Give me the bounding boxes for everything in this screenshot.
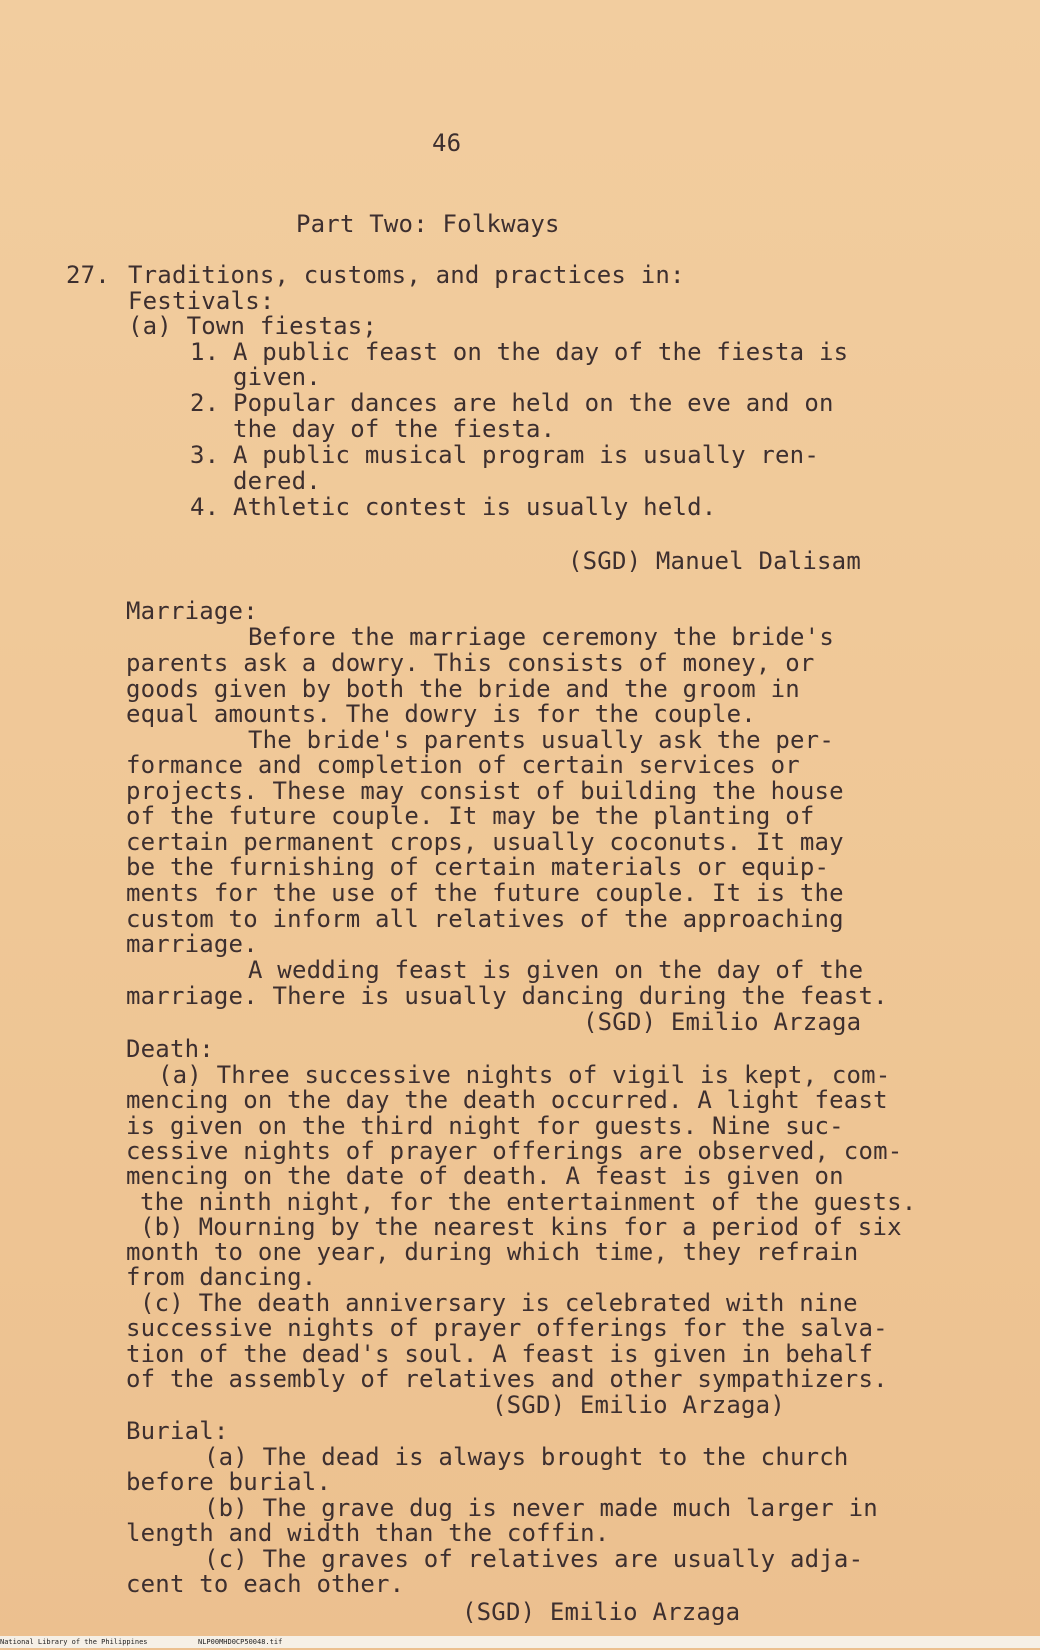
list-item-number: 1. — [190, 338, 220, 366]
marriage-line: ments for the use of the future couple. It is the — [126, 879, 844, 907]
burial-heading: Burial: — [126, 1417, 229, 1445]
marriage-line: formance and completion of certain services or — [126, 751, 800, 779]
marriage-line: custom to inform all relatives of the approaching — [126, 905, 844, 933]
list-item-text: dered. — [233, 467, 321, 495]
marriage-line: projects. These may consist of building the house — [126, 777, 844, 805]
marriage-line: marriage. — [126, 930, 258, 958]
burial-line: (a) The dead is always brought to the church — [204, 1443, 849, 1471]
part-heading: Part Two: Folkways — [296, 210, 560, 238]
death-line: mencing on the day the death occurred. A light feast — [126, 1086, 888, 1114]
burial-line: cent to each other. — [126, 1570, 405, 1598]
list-item-text: A public musical program is usually ren- — [233, 441, 819, 469]
file-name: NLP00MHD0CP50048.tif — [198, 1638, 283, 1646]
death-line: tion of the dead's soul. A feast is given in behalf — [126, 1340, 874, 1368]
list-item-number: 3. — [190, 441, 220, 469]
death-line: the ninth night, for the entertainment of the guests. — [140, 1188, 917, 1216]
burial-line: (c) The graves of relatives are usually adja- — [204, 1545, 864, 1573]
section-number: 27. — [66, 261, 110, 289]
marriage-line: equal amounts. The dowry is for the couple. — [126, 700, 756, 728]
list-item-number: 2. — [190, 389, 220, 417]
death-line: of the assembly of relatives and other sympathizers. — [126, 1365, 888, 1393]
death-line: cessive nights of prayer offerings are observed, com- — [126, 1137, 903, 1165]
death-line: (c) The death anniversary is celebrated with nine — [140, 1289, 858, 1317]
death-line: mencing on the date of death. A feast is given on — [126, 1162, 844, 1190]
festivals-heading: Festivals: — [128, 287, 275, 315]
death-line: (a) Three successive nights of vigil is kept, com- — [158, 1061, 891, 1089]
marriage-line: certain permanent crops, usually coconuts. It may — [126, 828, 844, 856]
marriage-line: Before the marriage ceremony the bride's — [248, 623, 834, 651]
marriage-line: be the furnishing of certain materials or equip- — [126, 853, 830, 881]
list-item-number: 4. — [190, 493, 220, 521]
death-line: successive nights of prayer offerings for the salva- — [126, 1314, 888, 1342]
death-line: (b) Mourning by the nearest kins for a period of six — [140, 1213, 902, 1241]
death-line: month to one year, during which time, they refrain — [126, 1238, 859, 1266]
list-item-text: Athletic contest is usually held. — [233, 493, 717, 521]
town-fiestas-item: (a) Town fiestas; — [128, 312, 378, 340]
marriage-line: marriage. There is usually dancing during the feast. — [126, 982, 888, 1010]
death-line: is given on the third night for guests. Nine suc- — [126, 1112, 844, 1140]
burial-line: (b) The grave dug is never made much larger in — [204, 1494, 878, 1522]
signature: (SGD) Emilio Arzaga) — [492, 1391, 785, 1419]
section-intro: Traditions, customs, and practices in: — [128, 261, 685, 289]
marriage-line: parents ask a dowry. This consists of money, or — [126, 649, 815, 677]
signature: (SGD) Emilio Arzaga — [583, 1008, 862, 1036]
marriage-line: of the future couple. It may be the planting of — [126, 802, 815, 830]
list-item-text: Popular dances are held on the eve and on — [233, 389, 834, 417]
death-heading: Death: — [126, 1035, 214, 1063]
marriage-line: A wedding feast is given on the day of the — [248, 956, 864, 984]
signature: (SGD) Emilio Arzaga — [462, 1598, 741, 1626]
library-name: National Library of the Philippines — [0, 1638, 148, 1646]
signature: (SGD) Manuel Dalisam — [568, 547, 861, 575]
page-number: 46 — [432, 129, 462, 157]
death-line: from dancing. — [126, 1263, 317, 1291]
marriage-heading: Marriage: — [126, 597, 258, 625]
list-item-text: the day of the fiesta. — [233, 415, 556, 443]
marriage-line: The bride's parents usually ask the per- — [248, 726, 834, 754]
list-item-text: A public feast on the day of the fiesta is — [233, 338, 849, 366]
burial-line: length and width than the coffin. — [126, 1519, 610, 1547]
marriage-line: goods given by both the bride and the groom in — [126, 675, 800, 703]
burial-line: before burial. — [126, 1468, 332, 1496]
archive-footer — [0, 1636, 1040, 1648]
list-item-text: given. — [233, 363, 321, 391]
